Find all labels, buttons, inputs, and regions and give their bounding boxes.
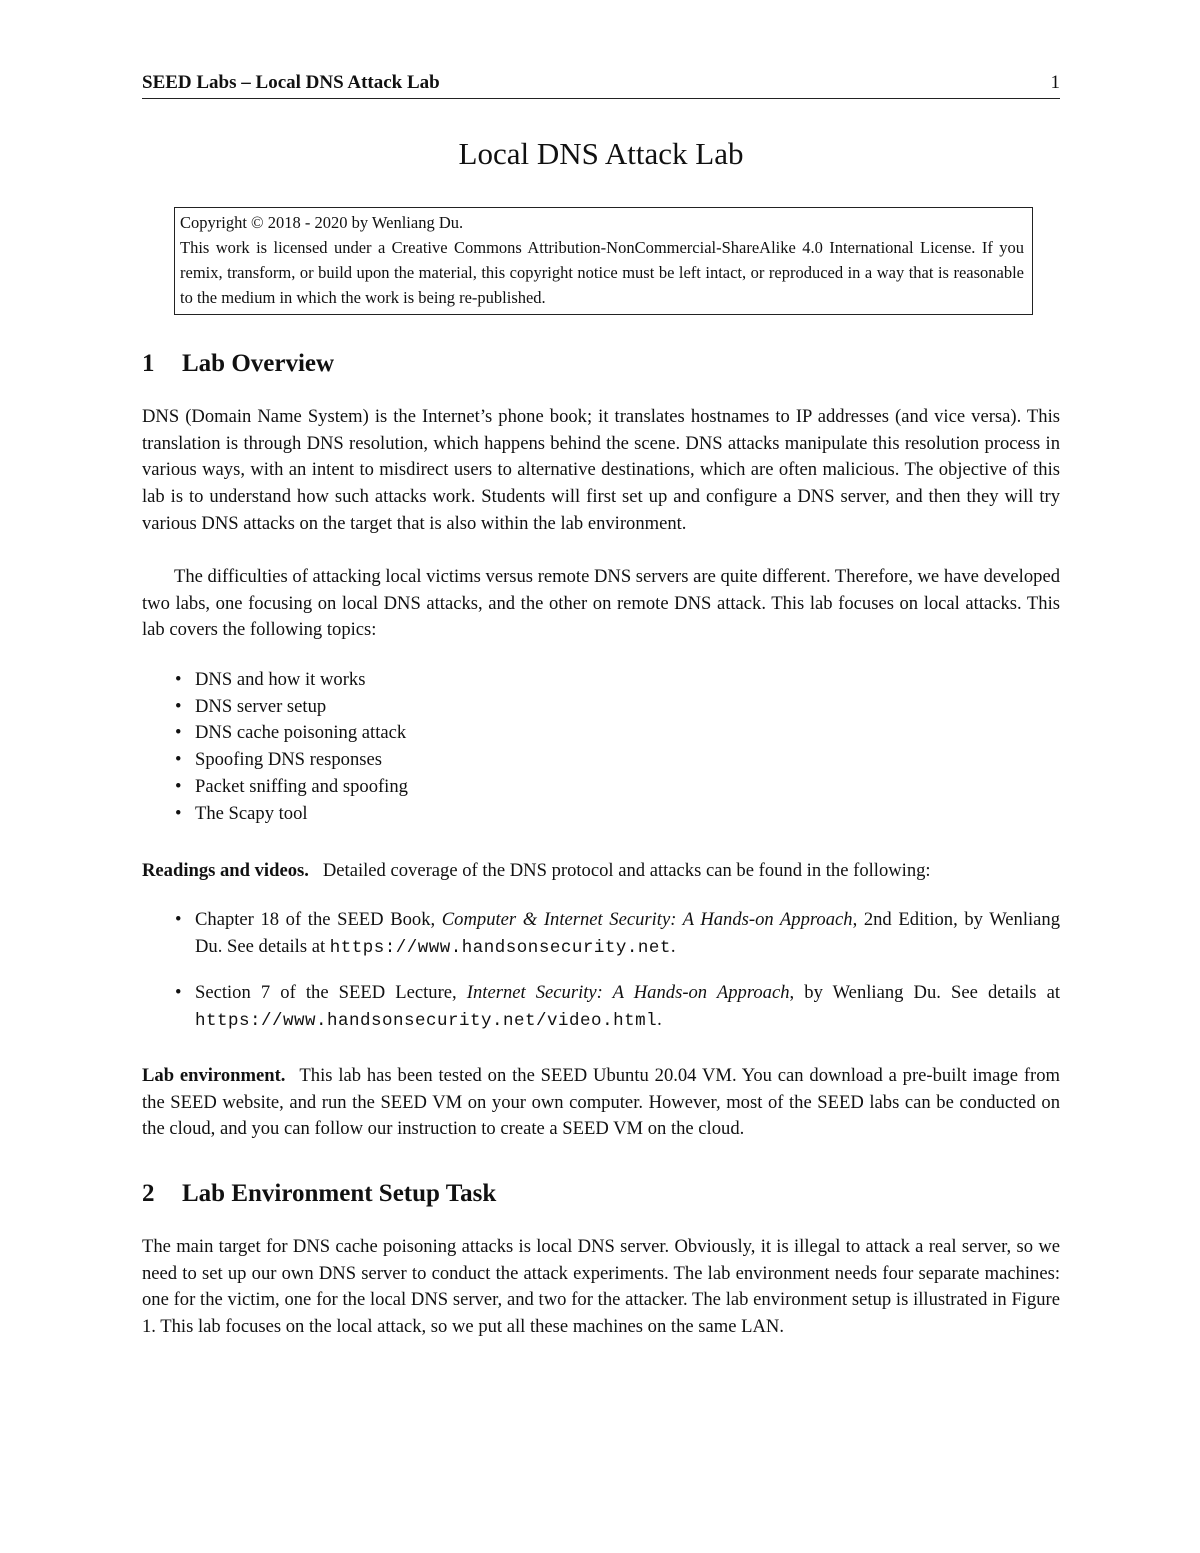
lecture-title: Internet Security: A Hands-on Approach — [466, 982, 790, 1004]
section-number: 1 — [142, 350, 155, 377]
section-number: 2 — [142, 1180, 155, 1207]
overview-paragraph-1: DNS (Domain Name System) is the Internet’s phone book; it translates hostnames to IP addresses (and vice versa). This translation is through DNS resolution, which happens behind the scene. DNS attacks manipulate this resolution process in various ways, with an intent to misdirect users to alternative destinations, which are often malicious. The objective of this lab is to understand how such attacks work. Students will first set up and configure a DNS server, and then they will try various DNS attacks on the target that is also within the lab environment. — [142, 406, 1060, 534]
readings-text: Detailed coverage of the DNS protocol and attacks can be found in the following: — [322, 860, 931, 881]
list-item: • DNS server setup — [142, 694, 1060, 721]
page-number: 1 — [1050, 72, 1060, 93]
section-title: Lab Environment Setup Task — [182, 1180, 497, 1207]
setup-paragraph: The main target for DNS cache poisoning attacks is local DNS server. Obviously, it is illegal to attack a real server, so we need to set up our own DNS server to conduct the attack experiments. The lab environment needs four separate machines: one for the victim, one for the local DNS server, and two for the attacker. The lab environment setup is illustrated in Figure 1. This lab focuses on the local attack, so we put all these machines on the same LAN. — [142, 1236, 1060, 1338]
section-title: Lab Overview — [182, 350, 335, 377]
overview-paragraph-2: The difficulties of attacking local victims versus remote DNS servers are quite different. Therefore, we have developed two labs, one focusing on local DNS attacks, and the other on remote DNS attack. This lab focuses on local attacks. This lab covers the following topics: — [142, 566, 1060, 641]
bullet-icon: • — [175, 749, 182, 771]
section-heading-environment-setup — [142, 1180, 496, 1208]
reference-item-book: • Chapter 18 of the SEED Book, Computer & Internet Security: A Hands-on Approach, 2nd Edition, by Wenliang Du. See details at https://www.handsonsecurity.net. — [175, 909, 1061, 958]
document-title: Local DNS Attack Lab — [458, 136, 744, 171]
lab-environment-paragraph — [142, 1063, 1060, 1143]
reference-item-lecture: • Section 7 of the SEED Lecture, Internet Security: A Hands-on Approach, by Wenliang Du. See details at https://www.handsonsecurity.net/video.html. — [175, 982, 1060, 1032]
book-title: Computer & Internet Security: A Hands-on Approach — [441, 909, 853, 930]
book-link[interactable]: https://www.handsonsecurity.net — [329, 937, 671, 958]
bullet-icon: • — [175, 669, 182, 690]
references-list — [142, 907, 1060, 1054]
bullet-icon: • — [175, 695, 182, 717]
running-title: SEED Labs – Local DNS Attack Lab — [142, 72, 440, 93]
readings-label: Readings and videos. — [142, 860, 309, 881]
copyright-line: Copyright © 2018 - 2020 by Wenliang Du. — [180, 213, 464, 232]
lab-environment-label: Lab environment. — [142, 1065, 286, 1086]
list-item: • The Scapy tool — [142, 801, 1060, 828]
running-header — [142, 72, 1060, 99]
bullet-icon: • — [175, 982, 182, 1004]
section-heading-lab-overview — [142, 350, 334, 378]
topics-list — [142, 667, 1060, 827]
list-item: • Packet sniffing and spoofing — [142, 774, 1060, 801]
list-item: • Spoofing DNS responses — [142, 747, 1060, 774]
license-text: This work is licensed under a Creative Commons Attribution-NonCommercial-ShareAlike 4.0 International License. If you remix, transform, or build upon the material, this copyright notice must be left intact, or reproduced in a way that is reasonable to the medium in which the work is being re-published. — [180, 238, 1024, 307]
lecture-link[interactable]: https://www.handsonsecurity.net/video.html — [195, 1011, 658, 1032]
lab-environment-text: This lab has been tested on the SEED Ubuntu 20.04 VM. You can download a pre-built image from the SEED website, and run the SEED VM on your own computer. However, most of the SEED labs can be conducted on the cloud, and you can follow our instruction to create a SEED VM on the cloud. — [142, 1065, 1060, 1140]
copyright-box — [174, 207, 1033, 315]
bullet-icon: • — [175, 909, 182, 930]
bullet-icon: • — [175, 722, 182, 744]
readings-paragraph — [142, 858, 1060, 885]
bullet-icon: • — [175, 775, 182, 797]
list-item: • DNS cache poisoning attack — [142, 720, 1060, 747]
bullet-icon: • — [175, 802, 182, 824]
list-item: • DNS and how it works — [142, 667, 1060, 694]
